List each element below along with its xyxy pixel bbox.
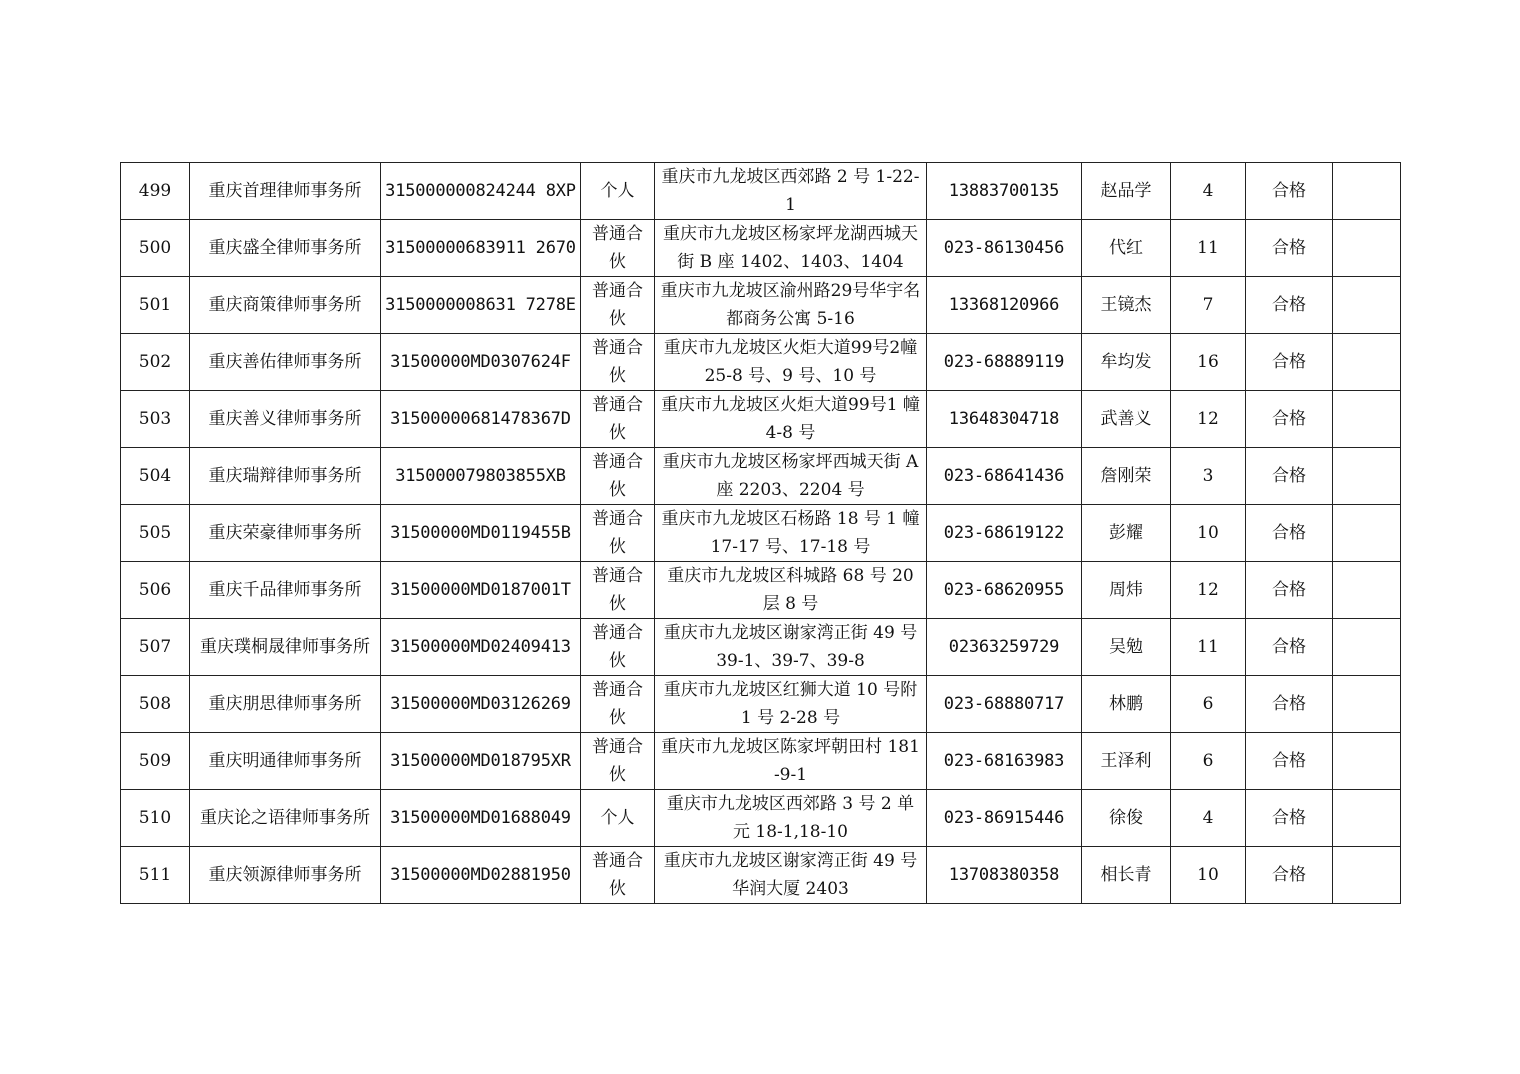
row-number-cell: 510: [121, 790, 190, 847]
assessment-result-cell: 合格: [1246, 448, 1333, 505]
responsible-person-cell: 林鹏: [1082, 676, 1171, 733]
assessment-result-cell: 合格: [1246, 391, 1333, 448]
firm-address-cell: 重庆市九龙坡区石杨路 18 号 1 幢 17-17 号、17-18 号: [655, 505, 927, 562]
assessment-result-cell: 合格: [1246, 733, 1333, 790]
table-row: [121, 505, 1401, 562]
organization-type-cell: 普通合伙: [581, 676, 655, 733]
lawyer-count-cell: 12: [1171, 562, 1246, 619]
row-number-cell: 499: [121, 163, 190, 220]
credit-code-cell: 31500000MD03126269: [381, 676, 581, 733]
responsible-person-cell: 彭耀: [1082, 505, 1171, 562]
remarks-cell: [1333, 334, 1401, 391]
table-row: [121, 676, 1401, 733]
assessment-result-cell: 合格: [1246, 163, 1333, 220]
firm-address-cell: 重庆市九龙坡区红狮大道 10 号附 1 号 2-28 号: [655, 676, 927, 733]
phone-number-cell: 13883700135: [927, 163, 1082, 220]
credit-code-cell: 31500000MD0307624F: [381, 334, 581, 391]
remarks-cell: [1333, 790, 1401, 847]
row-number-cell: 502: [121, 334, 190, 391]
assessment-result-cell: 合格: [1246, 619, 1333, 676]
firm-name-cell: 重庆首理律师事务所: [190, 163, 381, 220]
organization-type-cell: 普通合伙: [581, 619, 655, 676]
assessment-result-cell: 合格: [1246, 847, 1333, 904]
remarks-cell: [1333, 676, 1401, 733]
lawyer-count-cell: 6: [1171, 733, 1246, 790]
assessment-result-cell: 合格: [1246, 277, 1333, 334]
phone-number-cell: 023-68163983: [927, 733, 1082, 790]
firm-address-cell: 重庆市九龙坡区渝州路29号华宇名都商务公寓 5-16: [655, 277, 927, 334]
assessment-result-cell: 合格: [1246, 562, 1333, 619]
firm-address-cell: 重庆市九龙坡区西郊路 3 号 2 单元 18-1,18-10: [655, 790, 927, 847]
phone-number-cell: 13368120966: [927, 277, 1082, 334]
phone-number-cell: 023-68880717: [927, 676, 1082, 733]
row-number-cell: 511: [121, 847, 190, 904]
firm-name-cell: 重庆论之语律师事务所: [190, 790, 381, 847]
row-number-cell: 508: [121, 676, 190, 733]
firm-name-cell: 重庆盛全律师事务所: [190, 220, 381, 277]
credit-code-cell: 31500000683911 2670: [381, 220, 581, 277]
table-row: [121, 391, 1401, 448]
responsible-person-cell: 代红: [1082, 220, 1171, 277]
phone-number-cell: 02363259729: [927, 619, 1082, 676]
responsible-person-cell: 武善义: [1082, 391, 1171, 448]
firm-address-cell: 重庆市九龙坡区火炬大道99号2幢 25-8 号、9 号、10 号: [655, 334, 927, 391]
responsible-person-cell: 吴勉: [1082, 619, 1171, 676]
law-firm-table: [120, 162, 1401, 904]
responsible-person-cell: 詹刚荣: [1082, 448, 1171, 505]
responsible-person-cell: 王镜杰: [1082, 277, 1171, 334]
credit-code-cell: 315000000824244 8XP: [381, 163, 581, 220]
assessment-result-cell: 合格: [1246, 505, 1333, 562]
organization-type-cell: 普通合伙: [581, 448, 655, 505]
lawyer-count-cell: 10: [1171, 505, 1246, 562]
responsible-person-cell: 王泽利: [1082, 733, 1171, 790]
organization-type-cell: 个人: [581, 790, 655, 847]
organization-type-cell: 个人: [581, 163, 655, 220]
firm-name-cell: 重庆朋思律师事务所: [190, 676, 381, 733]
firm-name-cell: 重庆荣豪律师事务所: [190, 505, 381, 562]
table-row: [121, 790, 1401, 847]
lawyer-count-cell: 6: [1171, 676, 1246, 733]
table-row: [121, 163, 1401, 220]
organization-type-cell: 普通合伙: [581, 220, 655, 277]
firm-name-cell: 重庆千品律师事务所: [190, 562, 381, 619]
lawyer-count-cell: 4: [1171, 790, 1246, 847]
table-row: [121, 448, 1401, 505]
organization-type-cell: 普通合伙: [581, 277, 655, 334]
lawyer-count-cell: 4: [1171, 163, 1246, 220]
table-row: [121, 334, 1401, 391]
firm-address-cell: 重庆市九龙坡区杨家坪龙湖西城天街 B 座 1402、1403、1404: [655, 220, 927, 277]
credit-code-cell: 31500000MD0187001T: [381, 562, 581, 619]
firm-name-cell: 重庆瑞辩律师事务所: [190, 448, 381, 505]
table-row: [121, 733, 1401, 790]
organization-type-cell: 普通合伙: [581, 334, 655, 391]
phone-number-cell: 023-68620955: [927, 562, 1082, 619]
firm-name-cell: 重庆商策律师事务所: [190, 277, 381, 334]
firm-address-cell: 重庆市九龙坡区火炬大道99号1 幢 4-8 号: [655, 391, 927, 448]
organization-type-cell: 普通合伙: [581, 562, 655, 619]
table-row: [121, 277, 1401, 334]
credit-code-cell: 31500000MD0119455B: [381, 505, 581, 562]
responsible-person-cell: 周炜: [1082, 562, 1171, 619]
phone-number-cell: 023-68641436: [927, 448, 1082, 505]
firm-address-cell: 重庆市九龙坡区西郊路 2 号 1-22-1: [655, 163, 927, 220]
firm-address-cell: 重庆市九龙坡区杨家坪西城天街 A 座 2203、2204 号: [655, 448, 927, 505]
remarks-cell: [1333, 562, 1401, 619]
remarks-cell: [1333, 505, 1401, 562]
lawyer-count-cell: 11: [1171, 220, 1246, 277]
responsible-person-cell: 赵品学: [1082, 163, 1171, 220]
phone-number-cell: 13648304718: [927, 391, 1082, 448]
credit-code-cell: 31500000MD018795XR: [381, 733, 581, 790]
lawyer-count-cell: 11: [1171, 619, 1246, 676]
assessment-result-cell: 合格: [1246, 220, 1333, 277]
row-number-cell: 500: [121, 220, 190, 277]
lawyer-count-cell: 12: [1171, 391, 1246, 448]
remarks-cell: [1333, 448, 1401, 505]
row-number-cell: 504: [121, 448, 190, 505]
table-row: [121, 220, 1401, 277]
lawyer-count-cell: 16: [1171, 334, 1246, 391]
remarks-cell: [1333, 391, 1401, 448]
credit-code-cell: 31500000MD02881950: [381, 847, 581, 904]
firm-address-cell: 重庆市九龙坡区谢家湾正街 49 号华润大厦 2403: [655, 847, 927, 904]
table-row: [121, 562, 1401, 619]
row-number-cell: 501: [121, 277, 190, 334]
organization-type-cell: 普通合伙: [581, 505, 655, 562]
responsible-person-cell: 牟均发: [1082, 334, 1171, 391]
law-firm-table-page: [120, 162, 1400, 904]
remarks-cell: [1333, 619, 1401, 676]
firm-name-cell: 重庆明通律师事务所: [190, 733, 381, 790]
credit-code-cell: 31500000MD01688049: [381, 790, 581, 847]
responsible-person-cell: 徐俊: [1082, 790, 1171, 847]
remarks-cell: [1333, 733, 1401, 790]
firm-name-cell: 重庆善义律师事务所: [190, 391, 381, 448]
assessment-result-cell: 合格: [1246, 676, 1333, 733]
table-row: [121, 847, 1401, 904]
row-number-cell: 503: [121, 391, 190, 448]
firm-name-cell: 重庆璞桐晟律师事务所: [190, 619, 381, 676]
row-number-cell: 509: [121, 733, 190, 790]
row-number-cell: 507: [121, 619, 190, 676]
remarks-cell: [1333, 163, 1401, 220]
credit-code-cell: 31500000MD02409413: [381, 619, 581, 676]
responsible-person-cell: 相长青: [1082, 847, 1171, 904]
organization-type-cell: 普通合伙: [581, 391, 655, 448]
firm-name-cell: 重庆善佑律师事务所: [190, 334, 381, 391]
firm-address-cell: 重庆市九龙坡区科城路 68 号 20 层 8 号: [655, 562, 927, 619]
credit-code-cell: 31500000681478367D: [381, 391, 581, 448]
organization-type-cell: 普通合伙: [581, 733, 655, 790]
phone-number-cell: 13708380358: [927, 847, 1082, 904]
lawyer-count-cell: 3: [1171, 448, 1246, 505]
row-number-cell: 506: [121, 562, 190, 619]
credit-code-cell: 315000079803855XB: [381, 448, 581, 505]
credit-code-cell: 3150000008631 7278E: [381, 277, 581, 334]
assessment-result-cell: 合格: [1246, 334, 1333, 391]
table-body: [121, 163, 1401, 904]
organization-type-cell: 普通合伙: [581, 847, 655, 904]
phone-number-cell: 023-68619122: [927, 505, 1082, 562]
assessment-result-cell: 合格: [1246, 790, 1333, 847]
table-row: [121, 619, 1401, 676]
firm-name-cell: 重庆领源律师事务所: [190, 847, 381, 904]
lawyer-count-cell: 7: [1171, 277, 1246, 334]
firm-address-cell: 重庆市九龙坡区谢家湾正街 49 号 39-1、39-7、39-8: [655, 619, 927, 676]
row-number-cell: 505: [121, 505, 190, 562]
lawyer-count-cell: 10: [1171, 847, 1246, 904]
phone-number-cell: 023-68889119: [927, 334, 1082, 391]
firm-address-cell: 重庆市九龙坡区陈家坪朝田村 181-9-1: [655, 733, 927, 790]
phone-number-cell: 023-86130456: [927, 220, 1082, 277]
phone-number-cell: 023-86915446: [927, 790, 1082, 847]
remarks-cell: [1333, 220, 1401, 277]
remarks-cell: [1333, 277, 1401, 334]
remarks-cell: [1333, 847, 1401, 904]
